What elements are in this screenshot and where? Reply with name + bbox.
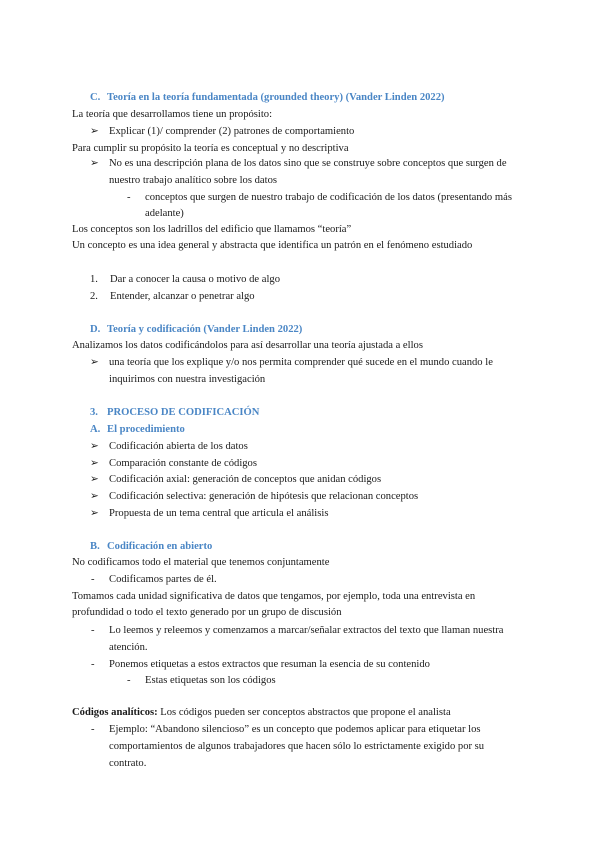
codigos-label: Códigos analíticos:	[72, 707, 158, 718]
sub-bullet-text: conceptos que surgen de nuestro trabajo de codificación de los datos (presentando más	[145, 192, 512, 203]
section-c-number: C.	[90, 92, 101, 103]
arrow-bullet-icon: ➢	[90, 126, 99, 137]
dash-bullet-icon: -	[91, 625, 95, 636]
bullet-text: Comparación constante de códigos	[109, 458, 257, 469]
bullet-text-continued: inquirimos con nuestra investigación	[109, 374, 266, 385]
dash-bullet-text: Lo leemos y releemos y comenzamos a marcar/señalar extractos del texto que llaman nuestra	[109, 625, 504, 636]
section-c-heading	[90, 91, 445, 105]
example-text-continued: contrato.	[109, 758, 147, 769]
list-item: Entender, alcanzar o penetrar algo	[110, 291, 255, 302]
section-d-heading	[90, 323, 302, 337]
section-d-title: Teoría y codificación (Vander Linden 2022)	[107, 324, 303, 335]
paragraph: Un concepto es una idea general y abstracta que identifica un patrón en el fenómeno estudiado	[72, 240, 473, 251]
dash-bullet-icon: -	[127, 192, 131, 203]
dash-bullet-icon: -	[91, 659, 95, 670]
arrow-bullet-icon: ➢	[90, 158, 99, 169]
sub-bullet-text: Estas etiquetas son los códigos	[145, 675, 276, 686]
paragraph: Para cumplir su propósito la teoría es conceptual y no descriptiva	[72, 143, 349, 154]
section-b-number: B.	[90, 541, 100, 552]
arrow-bullet-icon: ➢	[90, 474, 99, 485]
example-text-continued: comportamientos de algunos trabajadores que hacen sólo lo estrictamente exigido por su	[109, 741, 485, 752]
dash-bullet-icon: -	[91, 574, 95, 585]
section-b-heading	[90, 540, 212, 554]
section-a-number: A.	[90, 424, 101, 435]
arrow-bullet-icon: ➢	[90, 441, 99, 452]
list-item: Dar a conocer la causa o motivo de algo	[110, 274, 281, 285]
codigos-paragraph	[72, 706, 451, 720]
dash-bullet-text: Codificamos partes de él.	[109, 574, 217, 585]
dash-bullet-icon: -	[127, 675, 131, 686]
dash-bullet-text: Ponemos etiquetas a estos extractos que resuman la esencia de su contenido	[109, 659, 430, 670]
paragraph: No codificamos todo el material que tenemos conjuntamente	[72, 557, 330, 568]
paragraph: Tomamos cada unidad significativa de datos que tengamos, por ejemplo, toda una entrevista en	[72, 591, 476, 602]
bullet-text: Propuesta de un tema central que articula el análisis	[109, 508, 329, 519]
paragraph: Los conceptos son los ladrillos del edificio que llamamos “teoría”	[72, 224, 352, 235]
section-3-number: 3.	[90, 407, 98, 418]
paragraph: La teoría que desarrollamos tiene un propósito:	[72, 109, 273, 120]
arrow-bullet-icon: ➢	[90, 491, 99, 502]
bullet-text: No es una descripción plana de los datos sino que se construye sobre conceptos que surgen de	[109, 158, 507, 169]
paragraph-continued: profundidad o todo el texto generado por un grupo de discusión	[72, 607, 342, 618]
codigos-text: Los códigos pueden ser conceptos abstractos que propone el analista	[157, 707, 451, 718]
section-b-title: Codificación en abierto	[107, 541, 213, 552]
section-d-number: D.	[90, 324, 101, 335]
dash-bullet-icon: -	[91, 724, 95, 735]
paragraph: Analizamos los datos codificándolos para así desarrollar una teoría ajustada a ellos	[72, 340, 423, 351]
bullet-text: Codificación axial: generación de conceptos que anidan códigos	[109, 474, 382, 485]
sub-bullet-text-continued: adelante)	[145, 208, 184, 219]
example-text: Ejemplo: “Abandono silencioso” es un concepto que podemos aplicar para etiquetar los	[109, 724, 481, 735]
arrow-bullet-icon: ➢	[90, 508, 99, 519]
bullet-text: Codificación abierta de los datos	[109, 441, 248, 452]
bullet-text: Codificación selectiva: generación de hipótesis que relacionan conceptos	[109, 491, 419, 502]
list-number: 2.	[90, 291, 98, 302]
dash-bullet-text-continued: atención.	[109, 642, 148, 653]
list-number: 1.	[90, 274, 98, 285]
bullet-text: una teoría que los explique y/o nos permita comprender qué sucede en el mundo cuando le	[109, 357, 493, 368]
section-3-heading	[90, 406, 259, 420]
arrow-bullet-icon: ➢	[90, 458, 99, 469]
section-c-title: Teoría en la teoría fundamentada (grounded theory) (Vander Linden 2022)	[107, 92, 445, 103]
bullet-text-continued: nuestro trabajo analítico sobre los datos	[109, 175, 277, 186]
section-3-title: PROCESO DE CODIFICACIÓN	[107, 407, 260, 418]
section-a-heading	[90, 423, 185, 437]
arrow-bullet-icon: ➢	[90, 357, 99, 368]
bullet-text: Explicar (1)/ comprender (2) patrones de comportamiento	[109, 126, 355, 137]
section-a-title: El procedimiento	[107, 424, 185, 435]
